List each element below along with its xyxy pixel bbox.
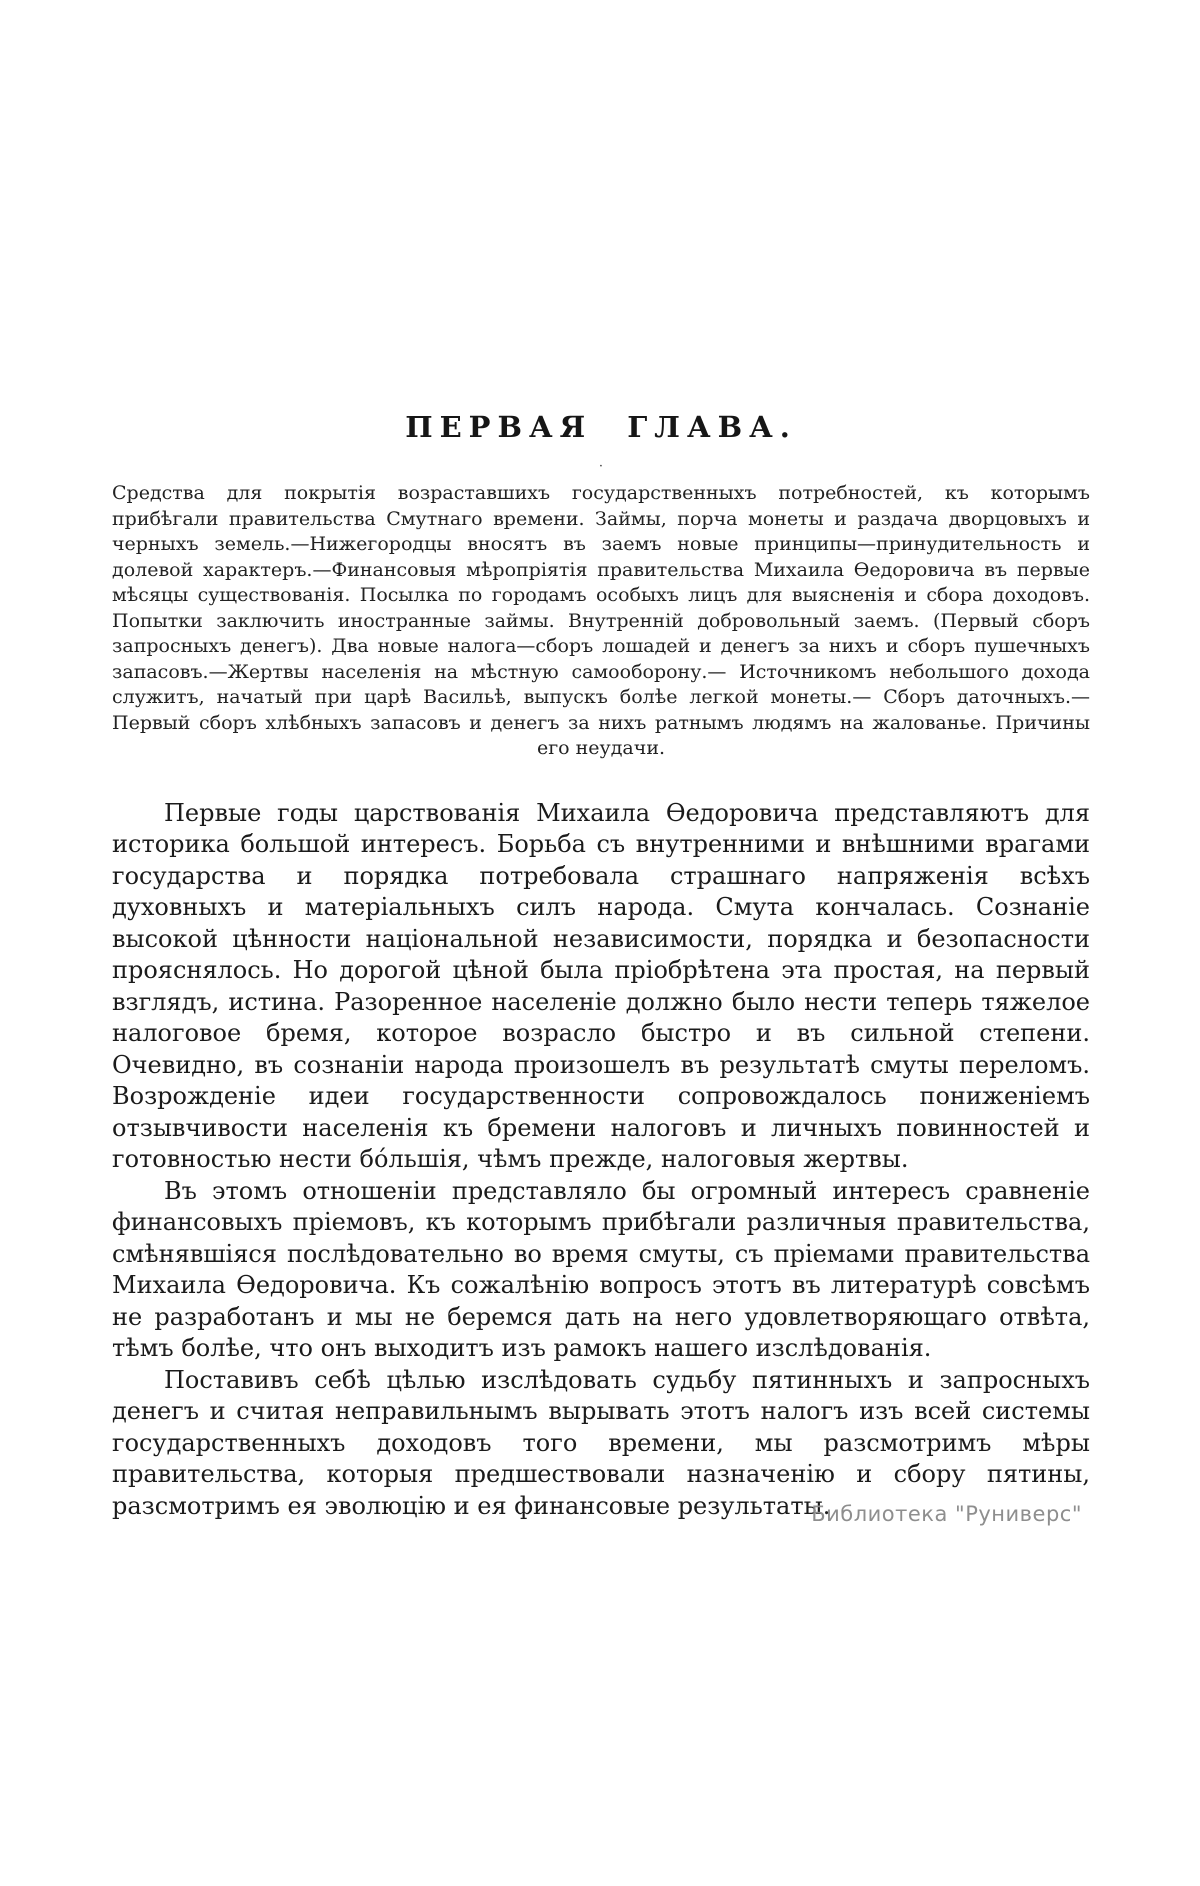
scan-artifact-dot: ·: [598, 459, 604, 474]
paragraph-3: Поставивъ себѣ цѣлью изслѣдовать судьбу пятинныхъ и запросныхъ денегъ и считая неправильнымъ вырывать этотъ налогъ изъ всей системы государственныхъ доходовъ того времени, мы разсмотримъ мѣры правительства, которыя предшествовали назначенію и сбору пятины, разсмотримъ ея эволюцію и ея финансовые результаты.: [112, 1365, 1090, 1520]
body-text: [112, 798, 1090, 1523]
chapter-title: ПЕРВАЯ ГЛАВА.: [405, 410, 797, 444]
paragraph-2: Въ этомъ отношеніи представляло бы огромный интересъ сравненіе финансовыхъ пріемовъ, къ которымъ прибѣгали различныя правительства, смѣнявшіяся послѣдовательно во время смуты, съ пріемами правительства Михаила Ѳедоровича. Къ сожалѣнію вопросъ этотъ въ литературѣ совсѣмъ не разработанъ и мы не беремся дать на него удовлетворяющаго отвѣта, тѣмъ болѣе, что онъ выходитъ изъ рамокъ нашего изслѣдованія.: [112, 1176, 1090, 1362]
library-watermark: Библиотека "Руниверс": [811, 1502, 1082, 1526]
chapter-abstract: Средства для покрытія возраставшихъ государственныхъ потребностей, къ которымъ прибѣгали правительства Смутнаго времени. Займы, порча монеты и раздача дворцовыхъ и черныхъ земель.—Нижегородцы вносятъ въ заемъ новые принципы—принудительность и долевой характеръ.—Финансовыя мѣропріятія правительства Михаила Ѳедоровича въ первые мѣсяцы существованія. Посылка по городамъ особыхъ лицъ для выясненія и сбора доходовъ. Попытки заключить иностранные займы. Внутренній добровольный заемъ. (Первый сборъ запросныхъ денегъ). Два новые налога—сборъ лошадей и денегъ за нихъ и сборъ пушечныхъ запасовъ.—Жертвы населенія на мѣстную самооборону.— Источникомъ небольшого дохода служитъ, начатый при царѣ Васильѣ, выпускъ болѣе легкой монеты.— Сборъ даточныхъ.—Первый сборъ хлѣбныхъ запасовъ и денегъ за нихъ ратнымъ людямъ на жалованье. Причины его неудачи.: [112, 482, 1090, 759]
page-content: [112, 410, 1090, 1522]
paragraph-1: Первые годы царствованія Михаила Ѳедоровича представляютъ для историка большой интересъ. Борьба съ внутренними и внѣшними врагами государства и порядка потребовала страшнаго напряженія всѣхъ духовныхъ и матеріальныхъ силъ народа. Смута кончалась. Сознаніе высокой цѣнности національной независимости, порядка и безопасности прояснялось. Но дорогой цѣной была пріобрѣтена эта простая, на первый взглядъ, истина. Разоренное населеніе должно было нести теперь тяжелое налоговое бремя, которое возрасло быстро и въ сильной степени. Очевидно, въ сознаніи народа произошелъ въ результатѣ смуты переломъ. Возрожденіе идеи государственности сопровождалось пониженіемъ отзывчивости населенія къ бремени налоговъ и личныхъ повинностей и готовностью нести бо́льшія, чѣмъ прежде, налоговыя жертвы.: [112, 798, 1090, 1173]
